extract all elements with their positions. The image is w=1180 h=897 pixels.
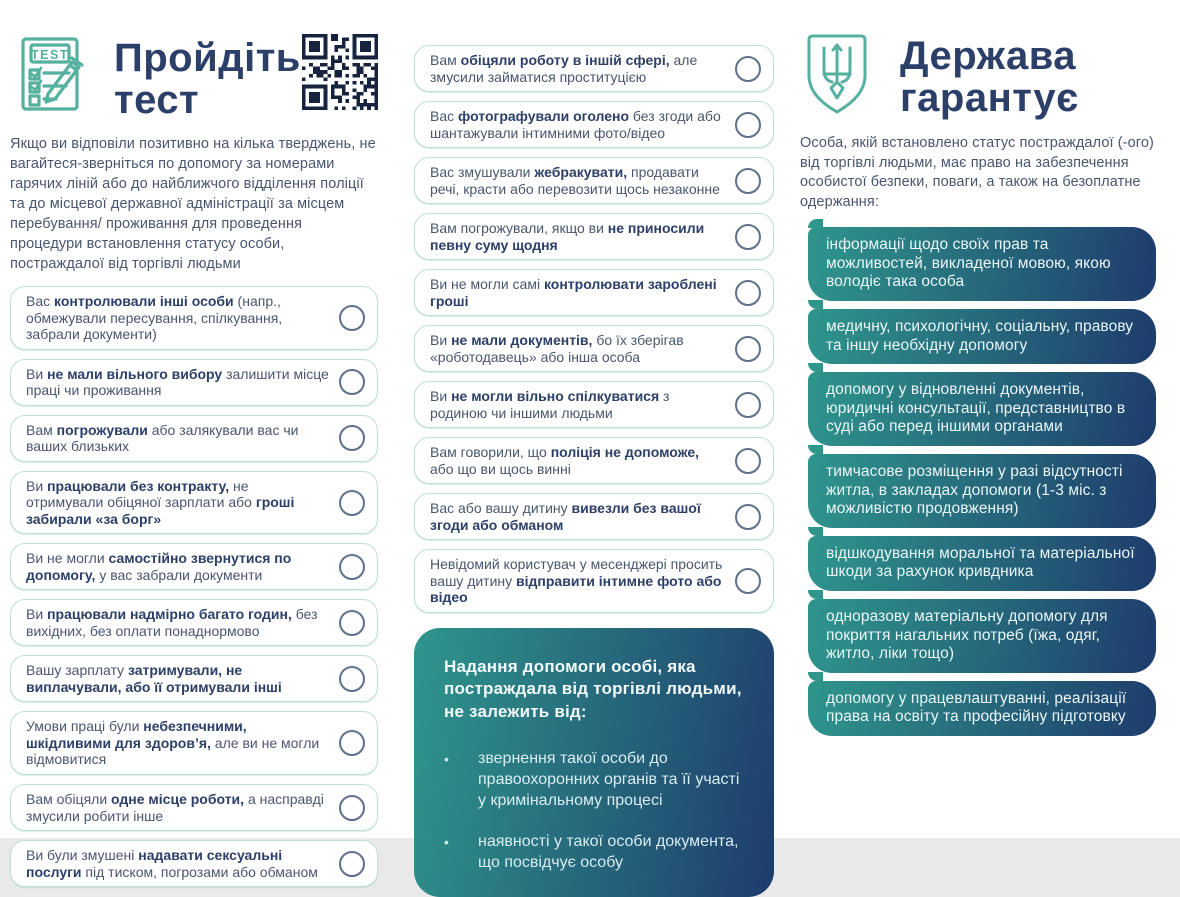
checklist-item-text <box>430 500 725 533</box>
checklist-text: з родиною чи іншими людьми <box>430 388 670 421</box>
checklist-text: залишити місце праці чи проживання <box>26 365 329 399</box>
answer-checkbox[interactable] <box>339 490 365 516</box>
checklist-item-text <box>430 444 725 477</box>
checklist-text-bold: одне місце роботи, <box>111 790 245 807</box>
checklist-item <box>10 543 378 590</box>
checklist-item-text <box>26 718 329 768</box>
checklist-item <box>10 711 378 775</box>
checklist-text: Ви не могли <box>26 550 109 567</box>
help-independence-info-box <box>414 628 774 897</box>
guarantees-intro-text: Особа, якій встановлено статус постраждалої (-ого) від торгівлі людьми, має право на забезпечення особистої безпеки, поваги, а також на безоплатне одержання: <box>800 135 1154 210</box>
checklist-text: Ви не могли самі <box>430 276 544 293</box>
svg-text:TEST: TEST <box>31 48 69 62</box>
checklist-text: Вашу зарплату <box>26 662 128 679</box>
checklist-item-text <box>26 422 329 455</box>
checklist-text-bold: відправити інтимне фото або відео <box>430 572 722 606</box>
answer-checkbox[interactable] <box>339 666 365 692</box>
answer-checkbox[interactable] <box>735 336 761 362</box>
checklist-item-text <box>26 606 329 639</box>
checklist-item <box>414 101 774 148</box>
checklist-text-bold: самостійно звернутися по допомогу, <box>26 550 292 583</box>
checklist-text: або що ви щось винні <box>430 460 571 477</box>
info-bullet-text: звернення такої особи до правоохоронних органів та її участі у кримінальному процесі <box>478 749 740 809</box>
checklist-text: Вас <box>430 108 459 125</box>
checklist-item-text <box>26 293 329 343</box>
checklist-item <box>10 840 378 887</box>
info-bullet-item <box>444 748 748 811</box>
title-line: тест <box>114 77 200 122</box>
bullet-dot: • <box>444 833 449 850</box>
checklist-item-text <box>430 108 725 141</box>
checklist-item <box>414 213 774 260</box>
checklist-text: Вас <box>26 293 55 310</box>
checklist-text: без згоди або шантажували інтимними фото/відео <box>430 108 721 141</box>
checklist-text: Вам <box>430 52 461 68</box>
info-box-bullet-list <box>444 748 748 874</box>
checklist-text: а насправді змусили робити інше <box>26 790 324 824</box>
guarantee-box: тимчасове розміщення у разі відсутності житла, в закладах допомоги (1-3 міс. з можливістю продовження) <box>808 454 1156 528</box>
test-checklist-middle <box>414 45 774 613</box>
checklist-item-text <box>26 791 329 824</box>
info-bullet-text: наявності у такої особи документа, що посвідчує особу <box>478 832 739 872</box>
checklist-item-text <box>26 550 329 583</box>
take-the-test-section <box>10 32 378 887</box>
answer-checkbox[interactable] <box>339 425 365 451</box>
checklist-text: під тиском, погрозами або обманом <box>81 863 318 880</box>
answer-checkbox[interactable] <box>339 851 365 877</box>
answer-checkbox[interactable] <box>735 112 761 138</box>
checklist-item-text <box>430 276 725 309</box>
checklist-item <box>414 269 774 316</box>
checklist-text: Вам говорили, що <box>430 444 551 461</box>
checklist-text-bold: небезпечними, шкідливими для здоров’я, <box>26 718 247 751</box>
test-clipboard-icon <box>10 32 98 120</box>
checklist-text-bold: контролювати зароблені гроші <box>430 276 717 309</box>
page-title-guarantees <box>900 36 1079 119</box>
answer-checkbox[interactable] <box>735 280 761 306</box>
answer-checkbox[interactable] <box>735 224 761 250</box>
guarantee-box: допомогу у відновленні документів, юридичні консультації, представництво в суді або перед іншими органами <box>808 372 1156 446</box>
bullet-dot: • <box>444 750 449 767</box>
checklist-text: Вам обіцяли <box>26 790 112 807</box>
state-guarantees-section <box>800 30 1162 736</box>
title-line: Держава <box>900 34 1077 78</box>
checklist-text-bold: поліція не допоможе, <box>550 444 700 461</box>
info-bullet-item <box>444 831 748 873</box>
title-line: гарантує <box>900 75 1079 120</box>
checklist-text: Ви <box>26 606 48 623</box>
checklist-text: Вас або вашу дитину <box>430 500 572 517</box>
test-section-header <box>10 32 378 121</box>
answer-checkbox[interactable] <box>339 554 365 580</box>
checklist-text: Ви <box>430 332 452 349</box>
guarantee-box: допомогу у працевлаштуванні, реалізації права на освіту та професійну підготовку <box>808 681 1156 736</box>
checklist-text: у вас забрали документи <box>95 566 263 583</box>
checklist-text: Вам <box>26 421 57 438</box>
guarantee-box: інформації щодо своїх прав та можливостей, викладеної мовою, якою володіє така особа <box>808 227 1156 301</box>
checklist-item <box>10 471 378 535</box>
checklist-text-bold: погрожували <box>56 421 148 438</box>
answer-checkbox[interactable] <box>735 392 761 418</box>
guarantees-section-header <box>800 30 1162 122</box>
checklist-text: (напр., обмежували пересування, спілкування, забрали документи) <box>26 293 283 343</box>
checklist-text: або залякували вас чи ваших близьких <box>26 421 299 455</box>
guarantee-box: одноразову матеріальну допомогу для покриття нагальних потреб (їжа, одяг, житло, ліки тощо) <box>808 599 1156 673</box>
checklist-text: Невідомий користувач у месенджері просить вашу дитину <box>430 556 723 589</box>
checklist-text: Ви <box>26 365 48 382</box>
checklist-item <box>10 655 378 702</box>
checklist-text-bold: не мали вільного вибору <box>47 365 223 382</box>
checklist-text-bold: гроші забирали «за борг» <box>26 494 295 527</box>
checklist-item-text <box>430 52 725 85</box>
checklist-item-text <box>26 662 329 695</box>
checklist-text-bold: працювали надмірно багато годин, <box>47 606 292 623</box>
answer-checkbox[interactable] <box>735 448 761 474</box>
checklist-item <box>414 381 774 428</box>
checklist-item-text <box>430 220 725 253</box>
checklist-item-text <box>430 388 725 421</box>
checklist-item <box>414 325 774 372</box>
checklist-item <box>10 286 378 350</box>
info-box-title: Надання допомоги особі, яка постраждала від торгівлі людьми, не залежить від: <box>444 656 742 722</box>
checklist-item <box>414 437 774 484</box>
answer-checkbox[interactable] <box>735 568 761 594</box>
checklist-text: але ви не могли відмовитися <box>26 734 320 768</box>
checklist-text: Умови праці були <box>26 718 144 735</box>
checklist-item-text <box>26 478 329 528</box>
checklist-text-bold: затримували, не виплачували, або її отримували інші <box>26 662 282 695</box>
checklist-text-bold: вивезли без вашої згоди або обманом <box>430 500 701 533</box>
answer-checkbox[interactable] <box>339 369 365 395</box>
checklist-text: Ви <box>430 388 452 405</box>
guarantee-box: медичну, психологічну, соціальну, правову та іншу необхідну допомогу <box>808 309 1156 364</box>
checklist-text-bold: працювали без контракту, <box>47 477 230 494</box>
answer-checkbox[interactable] <box>735 504 761 530</box>
page-title-test <box>114 38 301 121</box>
checklist-item <box>414 157 774 204</box>
checklist-item-text <box>430 164 725 197</box>
checklist-text: але змусили займатися проституцією <box>430 52 698 85</box>
checklist-item <box>414 493 774 540</box>
answer-checkbox[interactable] <box>339 730 365 756</box>
checklist-text: Вас змушували <box>430 164 535 181</box>
checklist-item-text <box>26 847 329 880</box>
test-checklist-left <box>10 286 378 887</box>
answer-checkbox[interactable] <box>735 56 761 82</box>
checklist-item <box>10 359 378 406</box>
checklist-item <box>414 45 774 92</box>
checklist-item <box>10 415 378 462</box>
checklist-item <box>414 549 774 613</box>
title-line: Пройдіть <box>114 36 301 80</box>
checklist-text: Ви <box>26 477 48 494</box>
qr-code-icon <box>302 34 378 115</box>
checklist-text-bold: не могли вільно спілкуватися <box>451 388 660 405</box>
checklist-text-bold: надавати сексуальні послуги <box>26 847 283 880</box>
checklist-text-bold: обіцяли роботу в іншій сфері, <box>460 52 670 68</box>
checklist-text-bold: контролювали інші особи <box>54 293 234 310</box>
checklist-item-text <box>430 332 725 365</box>
answer-checkbox[interactable] <box>339 305 365 331</box>
checklist-text: Ви були змушені <box>26 847 139 864</box>
checklist-text: без вихідних, без оплати понаднормово <box>26 606 318 639</box>
checklist-text-bold: не мали документів, <box>451 332 593 349</box>
answer-checkbox[interactable] <box>735 168 761 194</box>
answer-checkbox[interactable] <box>339 610 365 636</box>
guarantees-list <box>808 227 1162 736</box>
guarantee-box: відшкодування моральної та матеріальної шкоди за рахунок кривдника <box>808 536 1156 591</box>
checklist-text: не отримували обіцяної зарплати або <box>26 477 256 511</box>
trident-shield-icon <box>800 30 874 122</box>
test-intro-text: Якщо ви відповіли позитивно на кілька тверджень, не вагайтеся-зверніться по допомогу за номерами гарячих ліній або до найближчого відділення поліції та до місцевої державної адміністрації за місцем перебування/ проживання для проведення процедури встановлення статусу особи, постраждалої від торгівлі людьми <box>10 136 376 273</box>
take-the-test-section-continued <box>414 45 774 897</box>
checklist-text: бо їх зберігав «роботодавець» або інша особа <box>430 332 684 365</box>
checklist-text: продавати речі, красти або перевозити щось незаконне <box>430 164 720 197</box>
checklist-text-bold: жебракувати, <box>534 164 628 181</box>
checklist-text-bold: не приносили певну суму щодня <box>430 220 705 253</box>
checklist-item <box>10 599 378 646</box>
checklist-text-bold: фотографували оголено <box>458 108 630 125</box>
checklist-text: Вам погрожували, якщо ви <box>430 220 608 237</box>
checklist-item-text <box>26 366 329 399</box>
answer-checkbox[interactable] <box>339 795 365 821</box>
checklist-item <box>10 784 378 831</box>
checklist-item-text <box>430 556 725 606</box>
